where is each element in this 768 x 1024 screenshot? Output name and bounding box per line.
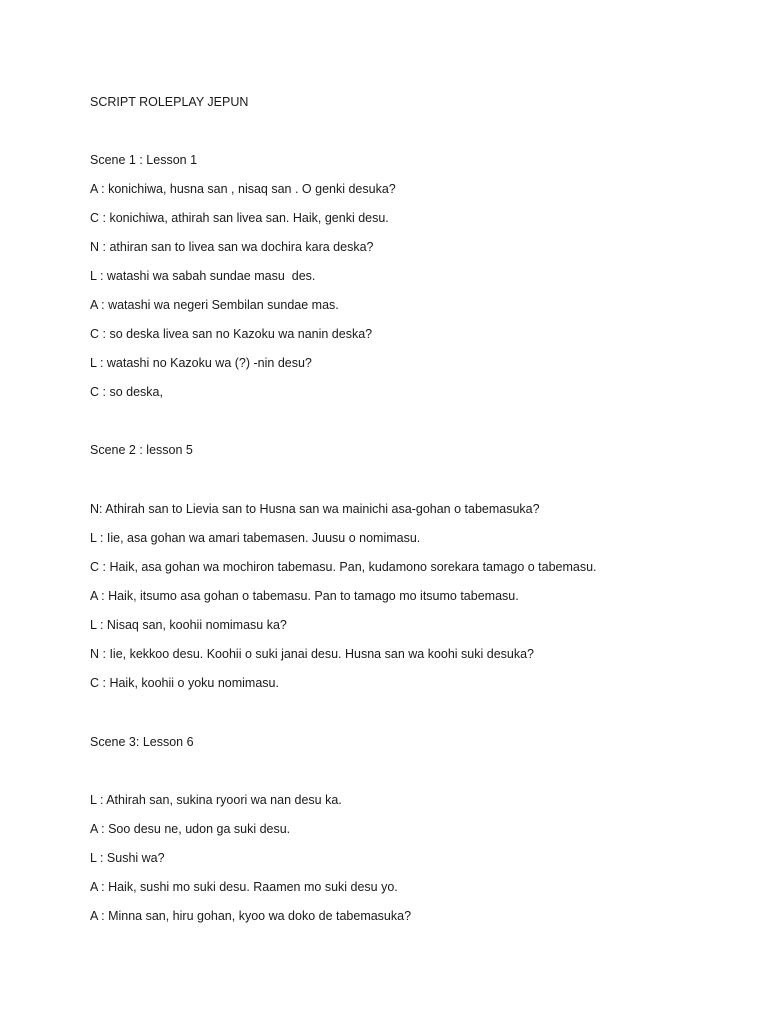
dialogue-line: C : konichiwa, athirah san livea san. Haik, genki desu. <box>90 211 389 225</box>
dialogue-line: C : Haik, koohii o yoku nomimasu. <box>90 676 279 690</box>
dialogue-line: N : Iie, kekkoo desu. Koohii o suki janai desu. Husna san wa koohi suki desuka? <box>90 647 535 661</box>
dialogue-line: A : Haik, sushi mo suki desu. Raamen mo suki desu yo. <box>90 880 398 894</box>
dialogue-line: A : Minna san, hiru gohan, kyoo wa doko de tabemasuka? <box>90 909 412 923</box>
dialogue-line: A : Haik, itsumo asa gohan o tabemasu. Pan to tamago mo itsumo tabemasu. <box>90 589 519 603</box>
dialogue-line: C : so deska, <box>90 385 163 399</box>
dialogue-line: L : Nisaq san, koohii nomimasu ka? <box>90 618 287 632</box>
dialogue-line: L : watashi no Kazoku wa (?) -nin desu? <box>90 356 312 370</box>
document-title: SCRIPT ROLEPLAY JEPUN <box>90 95 249 109</box>
dialogue-line: A : watashi wa negeri Sembilan sundae mas. <box>90 298 339 312</box>
dialogue-line: L : Iie, asa gohan wa amari tabemasen. Juusu o nomimasu. <box>90 531 421 545</box>
dialogue-line: L : Athirah san, sukina ryoori wa nan desu ka. <box>90 793 342 807</box>
dialogue-line: L : Sushi wa? <box>90 851 165 865</box>
dialogue-line: A : Soo desu ne, udon ga suki desu. <box>90 822 291 836</box>
dialogue-line: A : konichiwa, husna san , nisaq san . O genki desuka? <box>90 182 396 196</box>
dialogue-line: C : so deska livea san no Kazoku wa nanin deska? <box>90 327 373 341</box>
scene-1-heading: Scene 1 : Lesson 1 <box>90 153 198 167</box>
dialogue-line: L : watashi wa sabah sundae masu des. <box>90 269 316 283</box>
scene-3-heading: Scene 3: Lesson 6 <box>90 735 194 749</box>
dialogue-line: N : athiran san to livea san wa dochira kara deska? <box>90 240 374 254</box>
dialogue-line: C : Haik, asa gohan wa mochiron tabemasu. Pan, kudamono sorekara tamago o tabemasu. <box>90 560 597 574</box>
dialogue-line: N: Athirah san to Lievia san to Husna san wa mainichi asa-gohan o tabemasuka? <box>90 502 540 516</box>
scene-2-heading: Scene 2 : lesson 5 <box>90 443 193 457</box>
